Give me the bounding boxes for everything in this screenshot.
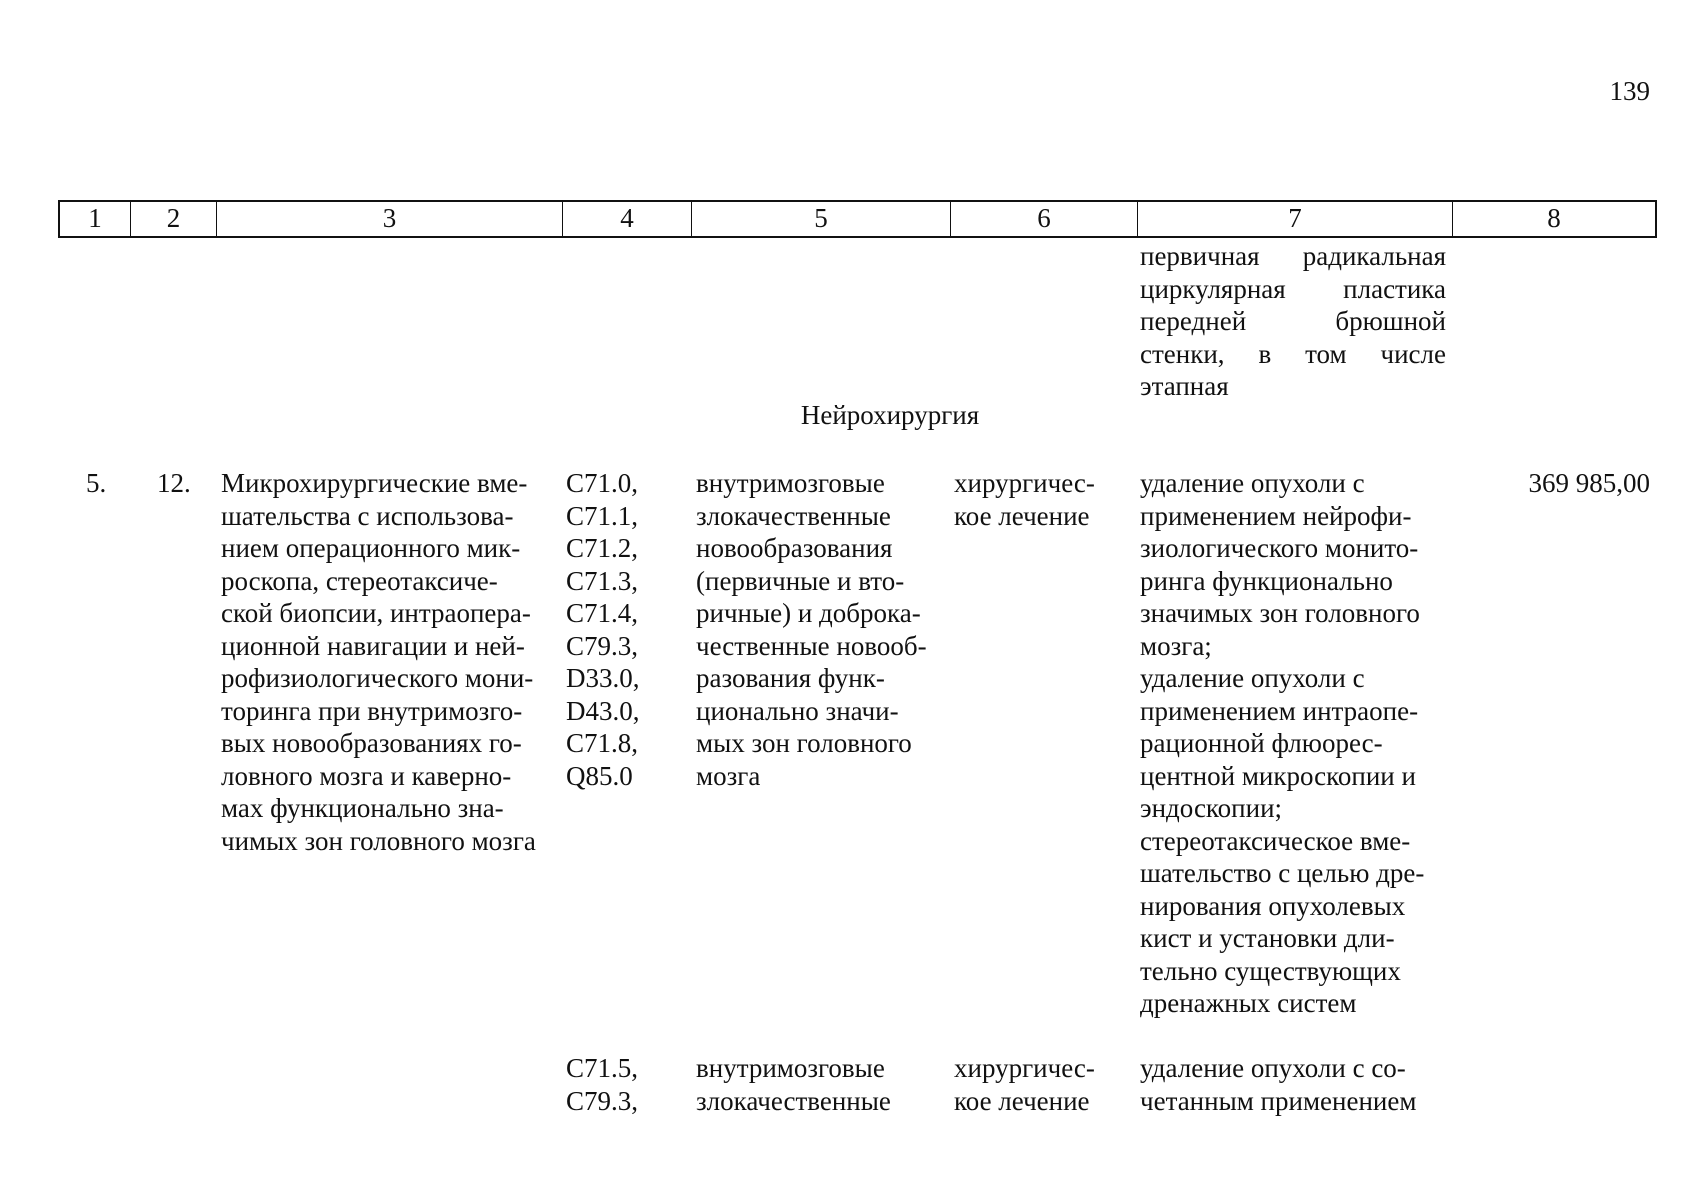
subrow-patient-model-cell (696, 1052, 944, 1117)
table-header-row (58, 200, 1657, 238)
subrow-treatment-method-cell (1140, 1052, 1446, 1117)
treatment-method-line: кист и установки дли- (1140, 923, 1395, 953)
care-type-cell (221, 467, 557, 857)
treatment-method-line: ринга функционально (1140, 565, 1393, 596)
icd-code: C79.3, (566, 1085, 639, 1116)
icd-codes-cell (566, 467, 686, 792)
header-cell-2: 2 (131, 202, 217, 236)
patient-model-line: внутримозговые (696, 1053, 885, 1083)
treatment-method-line: применением интраопе- (1140, 695, 1419, 726)
patient-model-line: мых зон головного (696, 728, 912, 758)
care-type-line: рофизиологического мони- (221, 663, 534, 693)
patient-model-line: (первичные и вто- (696, 565, 905, 596)
header-cell-7: 7 (1138, 202, 1453, 236)
care-type-line: шательства с использова- (221, 500, 514, 531)
icd-code: C71.0, (566, 468, 639, 498)
icd-code: C71.5, (566, 1053, 639, 1083)
treatment-type-line: хирургичес- (954, 1053, 1095, 1083)
header-cell-6: 6 (951, 202, 1138, 236)
icd-code: C79.3, (566, 630, 639, 661)
treatment-method-line: удаление опухоли с (1140, 468, 1365, 498)
icd-code: C71.1, (566, 500, 639, 531)
continuation-method-text: первичная радикальная циркулярная пластика передней брюшной стенки, в том числе этапная (1140, 241, 1446, 401)
treatment-method-line: удаление опухоли с со- (1140, 1053, 1406, 1083)
icd-code: C71.3, (566, 565, 639, 596)
treatment-method-line: рационной флюорес- (1140, 728, 1383, 758)
treatment-method-line: дренажных систем (1140, 988, 1357, 1018)
patient-model-line: новообразования (696, 533, 893, 563)
section-title: Нейрохирургия (800, 400, 980, 430)
treatment-method-line: нирования опухолевых (1140, 890, 1406, 921)
treatment-type-line: кое лечение (954, 500, 1090, 531)
treatment-type-line: кое лечение (954, 1085, 1090, 1116)
icd-code: C71.2, (566, 533, 639, 563)
care-type-line: нием операционного мик- (221, 533, 521, 563)
treatment-method-cell (1140, 467, 1446, 1020)
row-subnumber: 12. (157, 468, 191, 498)
care-type-line: роскопа, стереотаксиче- (221, 565, 498, 596)
care-type-line: чимых зон головного мозга (221, 825, 536, 856)
treatment-type-cell (954, 467, 1104, 532)
care-type-line: ской биопсии, интраопера- (221, 598, 531, 628)
header-cell-8: 8 (1547, 203, 1561, 233)
header-cell-4: 4 (563, 202, 692, 236)
patient-model-line: злокачественные (696, 500, 891, 531)
icd-code: C71.4, (566, 598, 639, 628)
care-type-line: ционной навигации и ней- (221, 630, 525, 661)
patient-model-cell (696, 467, 944, 792)
page-number: 139 (1609, 76, 1650, 106)
row-number: 5. (86, 468, 107, 498)
icd-code: C71.8, (566, 728, 639, 758)
treatment-type-line: хирургичес- (954, 468, 1095, 498)
cost-value: 369 985,00 (1528, 468, 1650, 498)
treatment-method-line: шательство с целью дре- (1140, 858, 1425, 888)
care-type-line: мах функционально зна- (221, 793, 504, 823)
patient-model-line: мозга (696, 760, 761, 791)
care-type-line: торинга при внутримозго- (221, 695, 523, 726)
patient-model-line: злокачественные (696, 1085, 891, 1116)
treatment-method-line: стереотаксическое вме- (1140, 825, 1411, 856)
treatment-method-line: мозга; (1140, 630, 1212, 661)
treatment-method-line: тельно существующих (1140, 955, 1401, 986)
treatment-method-line: зиологического монито- (1140, 533, 1419, 563)
treatment-method-line: центной микроскопии и (1140, 760, 1416, 791)
patient-model-line: чественные новооб- (696, 630, 927, 661)
patient-model-line: разования функ- (696, 663, 885, 693)
patient-model-line: ричные) и доброка- (696, 598, 921, 628)
subrow-icd-codes-cell (566, 1052, 686, 1117)
care-type-line: ловного мозга и каверно- (221, 760, 512, 791)
treatment-method-line: удаление опухоли с (1140, 663, 1365, 693)
header-cell-5: 5 (692, 202, 951, 236)
icd-code: D43.0, (566, 695, 640, 726)
care-type-line: Микрохирургические вме- (221, 468, 528, 498)
treatment-method-line: четанным применением (1140, 1085, 1417, 1116)
treatment-method-line: значимых зон головного (1140, 598, 1420, 628)
patient-model-line: внутримозговые (696, 468, 885, 498)
header-cell-1: 1 (60, 202, 131, 236)
header-cell-3: 3 (217, 202, 563, 236)
treatment-method-line: эндоскопии; (1140, 793, 1283, 823)
subrow-treatment-type-cell (954, 1052, 1104, 1117)
icd-code: Q85.0 (566, 760, 633, 791)
care-type-line: вых новообразованиях го- (221, 728, 522, 758)
patient-model-line: ционально значи- (696, 695, 899, 726)
icd-code: D33.0, (566, 663, 640, 693)
treatment-method-line: применением нейрофи- (1140, 500, 1412, 531)
